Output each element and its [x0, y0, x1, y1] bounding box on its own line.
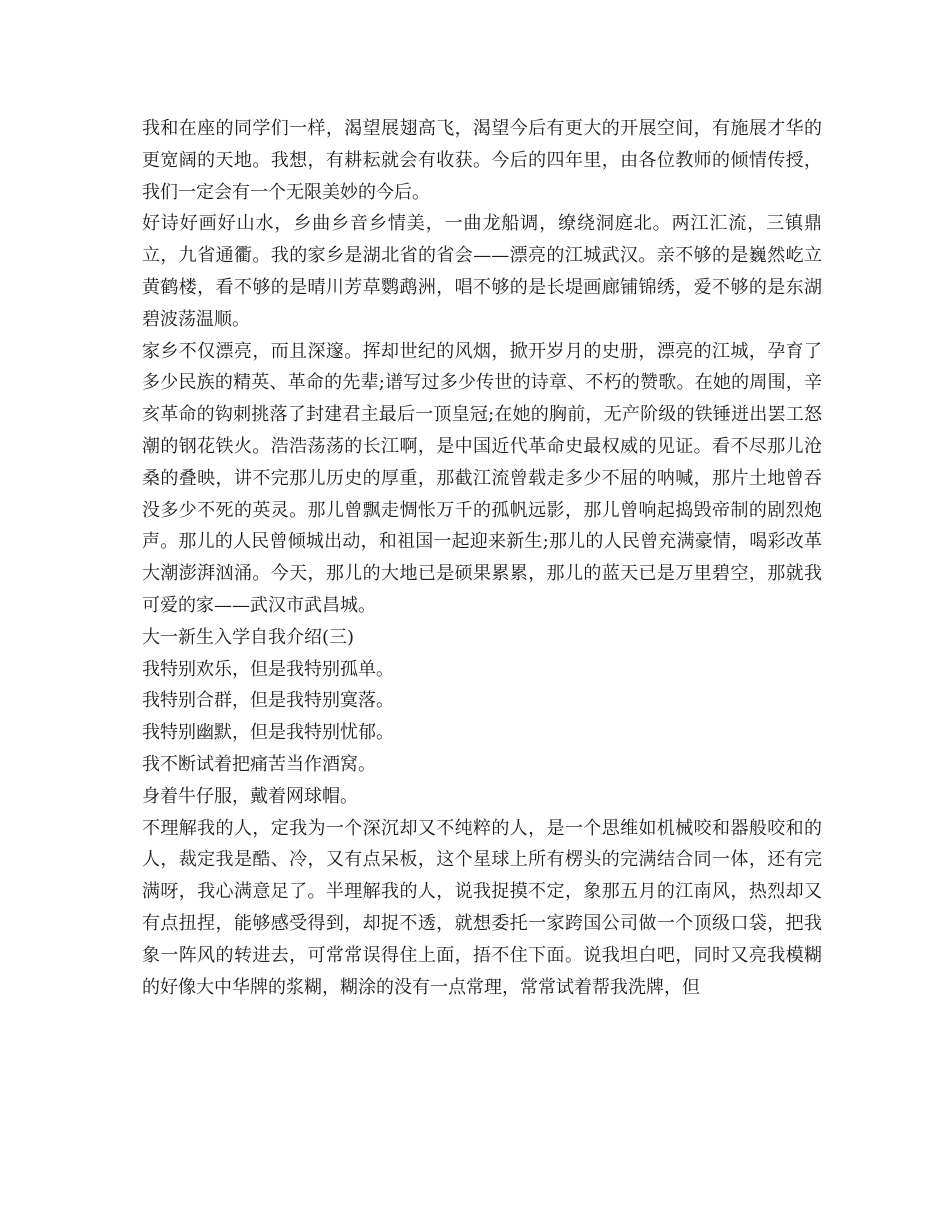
paragraph-line-2: 我特别合群，但是我特别寞落。 [142, 690, 394, 712]
document-body [142, 113, 822, 1003]
paragraph-2: 好诗好画好山水，乡曲乡音乡情美，一曲龙船调，缭绕洞庭北。两江汇流，三镇鼎立，九省通衢。我的家乡是湖北省的省会——漂亮的江城武汉。亲不够的是巍然屹立黄鹤楼，看不够的是晴川芳草鹦鹉洲，唱不够的是长堤画廊铺锦绣，爱不够的是东湖碧波荡温顺。 [142, 213, 822, 330]
paragraph-line-1: 我特别欢乐，但是我特别孤单。 [142, 658, 394, 680]
paragraph-line-3: 我特别幽默，但是我特别忧郁。 [142, 722, 394, 744]
paragraph-line-5: 身着牛仔服，戴着网球帽。 [142, 785, 358, 807]
paragraph-4: 不理解我的人，定我为一个深沉却又不纯粹的人，是一个思维如机械咬和器般咬和的人，裁定我是酷、冷，又有点呆板，这个星球上所有楞头的完满结合同一体，还有完满呀，我心满意足了。半理解我的人，说我捉摸不定，象那五月的江南风，热烈却又有点扭捏，能够感受得到，却捉不透，就想委托一家跨国公司做一个顶级口袋，把我象一阵风的转进去，可常常误得住上面，捂不住下面。说我坦白吧，同时又亮我模糊的好像大中华牌的浆糊，糊涂的没有一点常理，常常试着帮我洗牌，但 [142, 817, 822, 998]
paragraph-1: 我和在座的同学们一样，渴望展翅高飞，渴望今后有更大的开展空间，有施展才华的更宽阔的天地。我想，有耕耘就会有收获。今后的四年里，由各位教师的倾情传授，我们一定会有一个无限美妙的今后。 [142, 118, 822, 203]
paragraph-3: 家乡不仅漂亮，而且深邃。挥却世纪的风烟，掀开岁月的史册，漂亮的江城，孕育了多少民族的精英、革命的先辈;谱写过多少传世的诗章、不朽的赞歌。在她的周围，辛亥革命的钩刺挑落了封建君主最后一顶皇冠;在她的胸前，无产阶级的铁锤迸出罢工怒潮的钢花铁火。浩浩荡荡的长江啊，是中国近代革命史最权威的见证。看不尽那儿沧桑的叠映，讲不完那儿历史的厚重，那截江流曾载走多少不屈的呐喊，那片土地曾吞没多少不死的英灵。那儿曾飘走惆怅万千的孤帆远影，那儿曾响起捣毁帝制的剧烈炮声。那儿的人民曾倾城出动，和祖国一起迎来新生;那儿的人民曾充满豪情，喝彩改革大潮澎湃汹涌。今天，那儿的大地已是硕果累累，那儿的蓝天已是万里碧空，那就我可爱的家——武汉市武昌城。 [142, 340, 822, 616]
paragraph-line-4: 我不断试着把痛苦当作酒窝。 [142, 753, 376, 775]
section-heading: 大一新生入学自我介绍(三) [142, 626, 355, 648]
